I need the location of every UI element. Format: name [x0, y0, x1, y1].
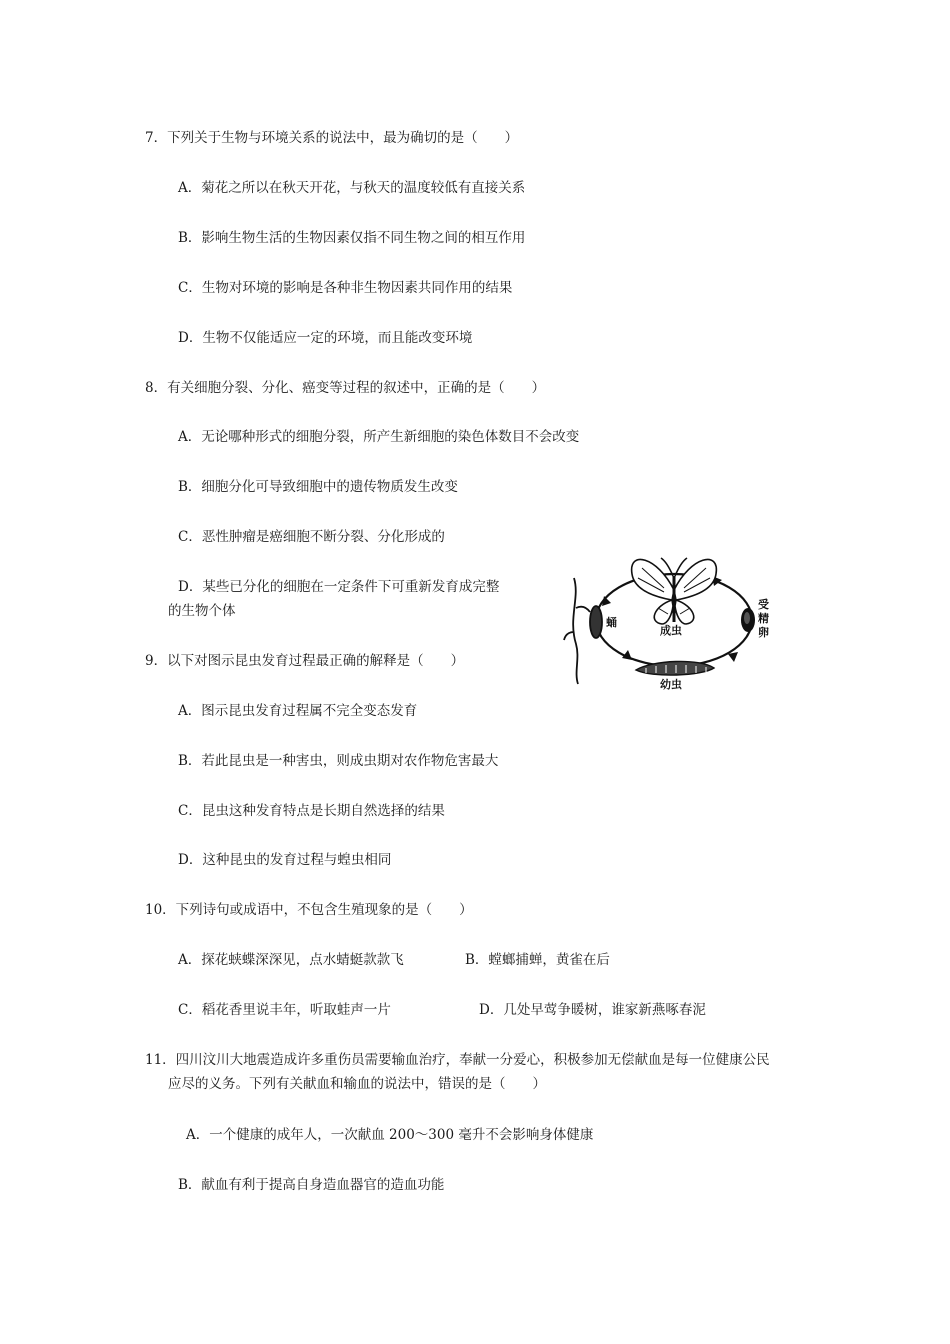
question-10-option-b: B．螳螂捕蝉，黄雀在后 — [465, 952, 610, 968]
insect-life-cycle-figure — [562, 548, 774, 696]
question-8-option-c: C．恶性肿瘤是癌细胞不断分裂、分化形成的 — [178, 529, 445, 545]
question-9-stem: 9．以下对图示昆虫发育过程最正确的解释是（ ） — [145, 653, 465, 669]
butterfly-adult — [632, 558, 717, 624]
question-7-option-a: A．菊花之所以在秋天开花，与秋天的温度较低有直接关系 — [178, 180, 526, 196]
question-7-option-c: C．生物对环境的影响是各种非生物因素共同作用的结果 — [178, 280, 513, 296]
question-11-option-a: A．一个健康的成年人，一次献血 200～300 毫升不会影响身体健康 — [186, 1127, 594, 1143]
question-10-option-c: C．稻花香里说丰年，听取蛙声一片 — [178, 1002, 391, 1018]
question-9-option-b: B．若此昆虫是一种害虫，则成虫期对农作物危害最大 — [178, 753, 499, 769]
label-egg-1: 受 — [758, 598, 769, 611]
question-8-option-a: A．无论哪种形式的细胞分裂，所产生新细胞的染色体数目不会改变 — [178, 429, 580, 445]
question-8-option-b: B．细胞分化可导致细胞中的遗传物质发生改变 — [178, 479, 458, 495]
pupa-on-branch — [564, 578, 602, 684]
question-8-stem: 8．有关细胞分裂、分化、癌变等过程的叙述中，正确的是（ ） — [145, 380, 546, 396]
question-11-stem-continued: 应尽的义务。下列有关献血和输血的说法中，错误的是（ ） — [168, 1076, 546, 1092]
question-8-option-d-continued: 的生物个体 — [168, 603, 236, 619]
question-7-option-b: B．影响生物生活的生物因素仅指不同生物之间的相互作用 — [178, 230, 526, 246]
question-9-option-a: A．图示昆虫发育过程属不完全变态发育 — [178, 703, 418, 719]
question-10-option-d: D．几处早莺争暖树，谁家新燕啄春泥 — [479, 1002, 706, 1018]
label-adult: 成虫 — [660, 624, 682, 637]
question-11-option-b: B．献血有利于提高自身造血器官的造血功能 — [178, 1177, 445, 1193]
question-11-stem: 11．四川汶川大地震造成许多重伤员需要输血治疗，奉献一分爱心，积极参加无偿献血是每一位健康公民 — [145, 1052, 770, 1068]
label-egg-3: 卵 — [758, 626, 769, 639]
question-9-option-d: D．这种昆虫的发育过程与蝗虫相同 — [178, 852, 392, 868]
question-8-option-d: D．某些已分化的细胞在一定条件下可重新发育成完整 — [178, 579, 500, 595]
question-7-option-d: D．生物不仅能适应一定的环境，而且能改变环境 — [178, 330, 473, 346]
question-10-option-a: A．探花蛱蝶深深见，点水蜻蜓款款飞 — [178, 952, 404, 968]
label-pupa: 蛹 — [606, 616, 617, 629]
label-larva: 幼虫 — [660, 678, 682, 691]
question-10-stem: 10．下列诗句或成语中，不包含生殖现象的是（ ） — [145, 902, 473, 918]
question-7-stem: 7．下列关于生物与环境关系的说法中，最为确切的是（ ） — [145, 130, 519, 146]
label-egg-2: 精 — [758, 612, 769, 625]
question-9-option-c: C．昆虫这种发育特点是长期自然选择的结果 — [178, 803, 445, 819]
